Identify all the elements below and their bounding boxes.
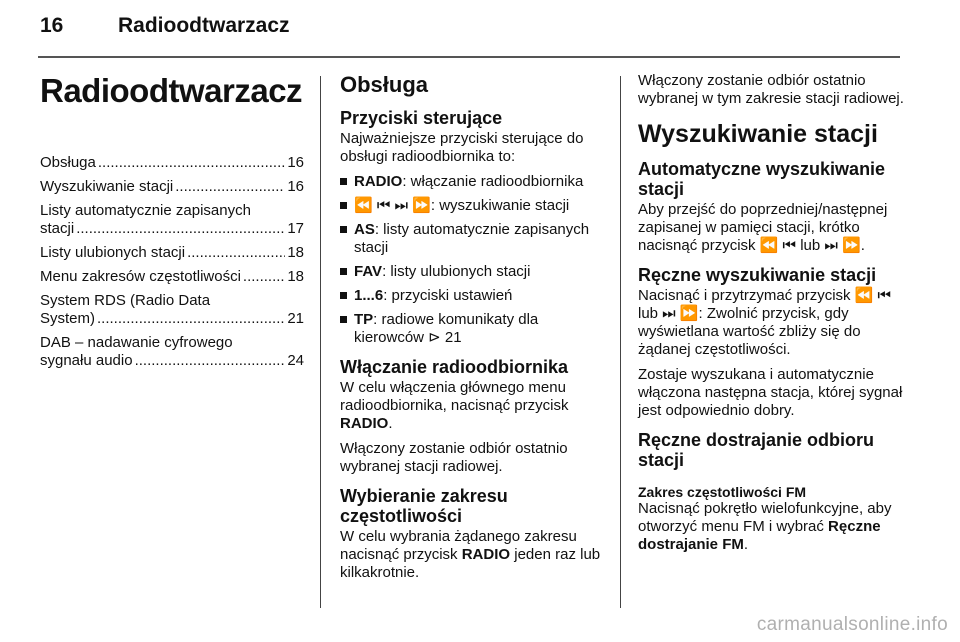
column-divider-2 — [620, 76, 621, 608]
section-heading-station-search: Wyszukiwanie stacji — [638, 120, 878, 148]
control-buttons-list — [340, 173, 610, 347]
paragraph-band-select: W celu wybrania żądanego zakresu nacisnąć przycisk RADIO jeden raz lub kilkakrotnie. — [340, 528, 601, 581]
paragraph-band-station: Włączony zostanie odbiór ostatnio wybranej w tym zakresie stacji radiowej. — [638, 72, 904, 107]
intro-paragraph: Najważniejsze przyciski sterujące do obsługi radioodbiornika to: — [340, 130, 584, 165]
bullet-icon — [340, 316, 347, 323]
subheading-auto-search: Automatyczne wyszukiwanie stacji — [638, 159, 886, 199]
toc-item[interactable]: Wyszukiwanie stacji ..... 16 — [40, 178, 304, 196]
list-item: FAV: listy ulubionych stacji — [340, 263, 610, 281]
paragraph-radio-on: W celu włączenia głównego menu radioodbiornika, nacisnąć przycisk RADIO. — [340, 379, 569, 432]
header-rule — [38, 56, 900, 58]
paragraph-next-station: Zostaje wyszukana i automatycznie włączona następna stacja, której sygnał jest odpowiednio dobry. — [638, 366, 903, 419]
toc-column — [40, 72, 304, 376]
toc-item[interactable]: DAB – nadawanie cyfrowego sygnału audio ..... 24 — [40, 334, 304, 370]
toc-item[interactable]: System RDS (Radio Data System) ..... 21 — [40, 292, 304, 328]
list-item: TP: radiowe komunikaty dla kierowców ⊳ 21 — [340, 311, 610, 347]
right-column — [638, 72, 908, 561]
paragraph-manual-search: Nacisnąć i przytrzymać przycisk ⏪ ⏮ lub ⏭ ⏩: Zwolnić przycisk, gdy wyświetlana wartość zbliży się do żądanej częstotliwości. — [638, 287, 892, 358]
column-divider-1 — [320, 76, 321, 608]
table-of-contents — [40, 154, 304, 370]
toc-item[interactable]: Listy automatycznie zapisanych stacji ..... 17 — [40, 202, 304, 238]
page-number: 16 — [40, 14, 64, 37]
watermark: carmanualsonline.info — [756, 614, 948, 635]
toc-item[interactable]: Listy ulubionych stacji ..... 18 — [40, 244, 304, 262]
subheading-manual-search: Ręczne wyszukiwanie stacji — [638, 265, 877, 285]
middle-column — [340, 72, 610, 589]
bullet-icon — [340, 202, 347, 209]
paragraph-fm-tuning: Nacisnąć pokrętło wielofunkcyjne, aby otworzyć menu FM i wybrać Ręczne dostrajanie FM. — [638, 500, 892, 553]
toc-item[interactable]: Menu zakresów częstotliwości ..... 18 — [40, 268, 304, 286]
paragraph-last-station: Włączony zostanie odbiór ostatnio wybranej stacji radiowej. — [340, 440, 568, 475]
list-item: RADIO: włączanie radioodbiornika — [340, 173, 610, 191]
subheading-control-buttons: Przyciski sterujące — [340, 108, 503, 128]
list-item: 1...6: przyciski ustawień — [340, 287, 610, 305]
page-header — [40, 14, 290, 38]
subheading-band-select: Wybieranie zakresu częstotliwości — [340, 486, 508, 526]
subheading-radio-on: Włączanie radioodbiornika — [340, 357, 569, 377]
subheading-fm-range: Zakres częstotliwości FM — [638, 484, 807, 500]
subheading-manual-tuning: Ręczne dostrajanie odbioru stacji — [638, 430, 875, 470]
list-item: ⏪ ⏮ ⏭ ⏩: wyszukiwanie stacji — [340, 197, 610, 215]
section-heading-obsluga: Obsługa — [340, 72, 429, 97]
paragraph-auto-search: Aby przejść do poprzedniej/następnej zapisanej w pamięci stacji, krótko nacisnąć przycisk ⏪ ⏮ lub ⏭ ⏩. — [638, 201, 888, 254]
running-section-title: Radioodtwarzacz — [118, 14, 290, 37]
list-item: AS: listy automatycznie zapisanych stacji — [340, 221, 610, 257]
chapter-title: Radioodtwarzacz — [40, 72, 303, 109]
bullet-icon — [340, 226, 347, 233]
bullet-icon — [340, 292, 347, 299]
toc-item[interactable]: Obsługa ..... 16 — [40, 154, 304, 172]
bullet-icon — [340, 178, 347, 185]
bullet-icon — [340, 268, 347, 275]
